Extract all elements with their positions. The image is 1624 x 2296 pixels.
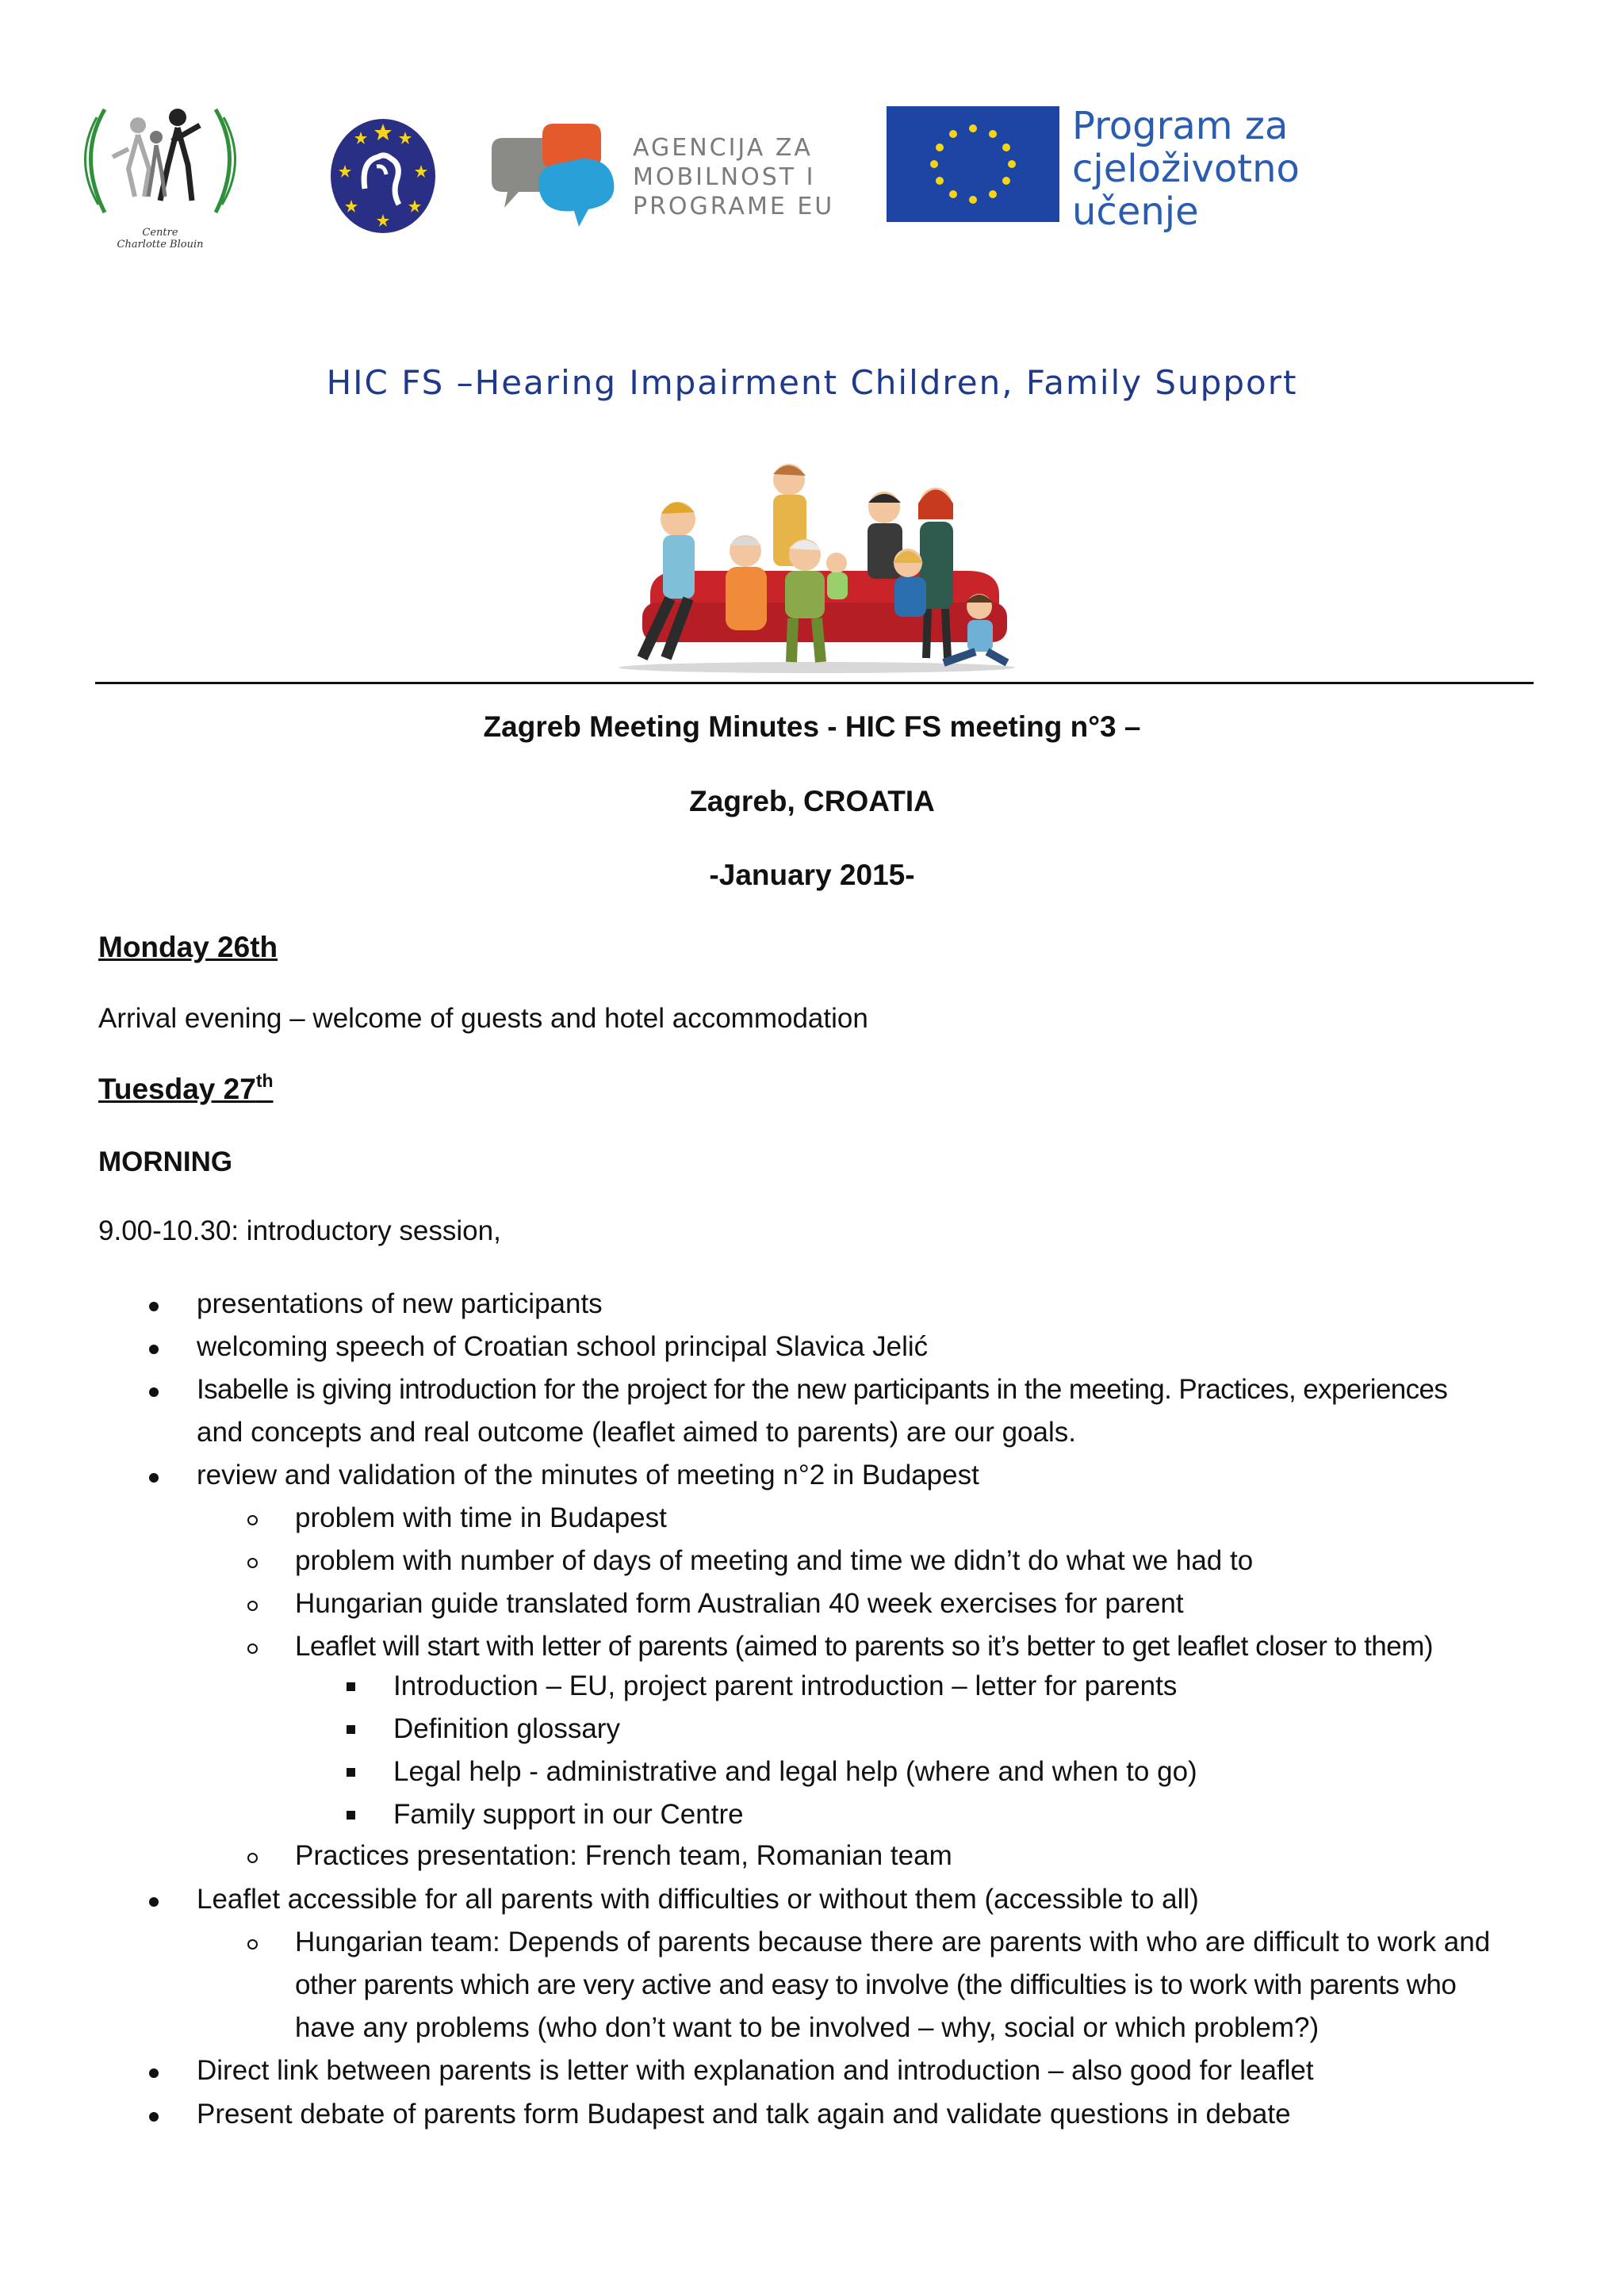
circle-marker (247, 1601, 258, 1611)
list-item: Leaflet accessible for all parents with difficulties or without them (accessible to all) (197, 1884, 1199, 1915)
sub-list-item: Practices presentation: French team, Romanian team (295, 1840, 952, 1871)
centre-logo-caption: Centre Charlotte Blouin (117, 227, 204, 251)
monday-heading: Monday 26th (98, 931, 278, 963)
tuesday-heading-suffix: th (255, 1070, 274, 1091)
list-item: review and validation of the minutes of meeting n°2 in Budapest (197, 1460, 979, 1490)
list-item: welcoming speech of Croatian school principal Slavica Jelić (197, 1331, 929, 1362)
tuesday-heading-day: Tuesday 27 (98, 1073, 256, 1105)
bullet-marker (149, 1897, 159, 1907)
list-item: Present debate of parents form Budapest and talk again and validate questions in debate (197, 2099, 1291, 2130)
monday-text: Arrival evening – welcome of guests and hotel accommodation (98, 1003, 868, 1034)
bullet-marker (149, 1387, 159, 1397)
circle-marker (247, 1939, 258, 1950)
sub-sub-list-item: Introduction – EU, project parent introduction – letter for parents (393, 1670, 1178, 1701)
sub-list-item-continuation: have any problems (who don’t want to be involved – why, social or which problem?) (295, 2012, 1320, 2043)
session-time: 9.00-10.30: introductory session, (98, 1215, 501, 1246)
square-marker (347, 1768, 355, 1777)
agency-logo-text: AGENCIJA ZA MOBILNOST I PROGRAME EU (633, 134, 835, 220)
sub-list-item: Leaflet will start with letter of parents (aimed to parents so it’s better to get leaflet closer to them) (295, 1631, 1434, 1662)
circle-marker (247, 1644, 258, 1654)
llp-logo (887, 105, 1299, 232)
sub-list-item-continuation: other parents which are very active and easy to involve (the difficulties is to work with parents who (295, 1969, 1457, 2000)
square-marker (347, 1682, 355, 1691)
circle-marker (247, 1853, 258, 1863)
tuesday-heading (98, 1070, 274, 1106)
sub-list-item: Hungarian guide translated form Australian 40 week exercises for parent (295, 1588, 1184, 1619)
school-emblem-logo (329, 117, 437, 235)
meeting-location: Zagreb, CROATIA (689, 785, 935, 817)
llp-logo-text: Program za cjeloživotno učenje (1072, 104, 1300, 234)
list-item: presentations of new participants (197, 1288, 603, 1319)
bullet-marker (149, 2068, 159, 2078)
sub-list-item: problem with number of days of meeting and time we didn’t do what we had to (295, 1545, 1254, 1576)
centre-logo (73, 94, 247, 262)
square-marker (347, 1811, 355, 1820)
square-marker (347, 1725, 355, 1734)
meeting-date: -January 2015- (709, 859, 915, 891)
sub-sub-list-item: Family support in our Centre (393, 1799, 744, 1830)
bullet-marker (149, 1345, 159, 1354)
morning-label: MORNING (98, 1146, 233, 1177)
family-illustration (595, 444, 1039, 674)
circle-marker (247, 1515, 258, 1525)
sub-list-item: problem with time in Budapest (295, 1502, 667, 1533)
circle-marker (247, 1558, 258, 1568)
list-item: Isabelle is giving introduction for the project for the new participants in the meeting. Practices, experiences (197, 1374, 1448, 1405)
sub-sub-list-item: Definition glossary (393, 1713, 620, 1744)
sub-sub-list-item: Legal help - administrative and legal help (where and when to go) (393, 1756, 1197, 1787)
eu-flag (887, 106, 1059, 222)
list-item: Direct link between parents is letter with explanation and introduction – also good for leaflet (197, 2055, 1314, 2086)
bullet-marker (149, 1473, 159, 1483)
sub-list-item: Hungarian team: Depends of parents because there are parents with who are difficult to work and (295, 1927, 1491, 1957)
project-title: HIC FS –Hearing Impairment Children, Family Support (326, 363, 1298, 402)
meeting-title: Zagreb Meeting Minutes - HIC FS meeting n°3 – (483, 710, 1141, 743)
header-divider (95, 682, 1534, 684)
list-item-continuation: and concepts and real outcome (leaflet aimed to parents) are our goals. (197, 1417, 1076, 1448)
bullet-marker (149, 1302, 159, 1311)
agency-logo (487, 119, 835, 230)
bullet-marker (149, 2112, 159, 2122)
